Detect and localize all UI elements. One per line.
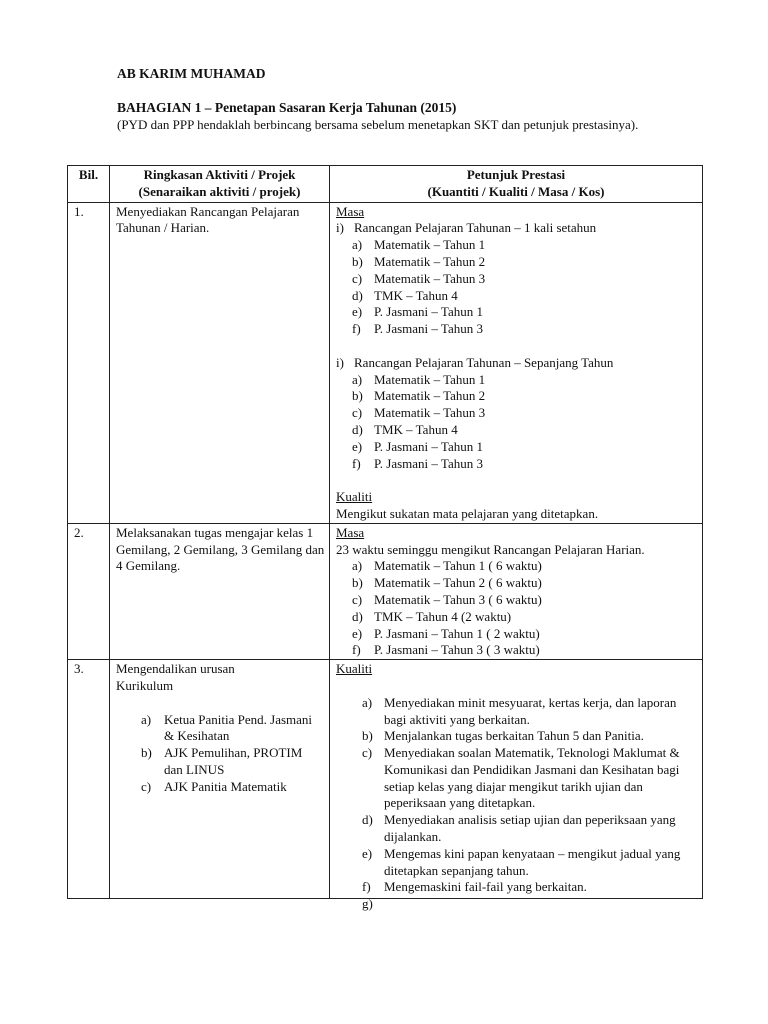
- list-item: c) AJK Panitia Matematik: [141, 778, 287, 794]
- list-item: c) Menyediakan soalan Matematik, Teknologi Maklumat & Komunikasi dan Pendidikan Jasmani dan Kesihatan bagi setiap kelas yang diajar mengikut tarikh ujian dan peperiksaan yang ditetapkan.: [362, 745, 680, 811]
- row-indicator: [330, 660, 703, 912]
- list-item: c) Matematik – Tahun 3: [352, 270, 486, 286]
- row-indicator: [330, 202, 703, 523]
- section-header: [117, 100, 657, 134]
- kualiti-label: Kualiti: [336, 661, 373, 677]
- list-item: d) TMK – Tahun 4 (2 waktu): [352, 608, 512, 624]
- masa-label: Masa: [336, 203, 365, 219]
- list-item: a) Matematik – Tahun 1: [352, 371, 486, 387]
- masa-text: 23 waktu seminggu mengikut Rancangan Pelajaran Harian.: [336, 541, 645, 557]
- row-activity: Melaksanakan tugas mengajar kelas 1 Gemilang, 2 Gemilang, 3 Gemilang dan 4 Gemilang.: [110, 523, 330, 659]
- row-number: 3.: [68, 660, 110, 899]
- list-item: c) Matematik – Tahun 3: [352, 405, 486, 421]
- row-number: 1.: [68, 202, 110, 523]
- kualiti-items: a) Menyediakan minit mesyuarat, kertas kerja, dan laporan bagi aktiviti yang berkaitan. b) Menjalankan tugas berkaitan Tahun 5 dan Panitia. c) Menyediakan soalan Matematik, Teknologi Maklumat & Komunikasi dan Pendidikan Jasmani dan Kesihatan bagi setiap kelas yang diajar mengikut tarikh ujian dan peperiksaan yang ditetapkan. d) Menyediakan analisis setiap ujian dan peperiksaan yang dijalankan. e) Mengemas kini papan kenyataan – mengikut jadual yang ditetapkan sepanjang tahun. f) Mengemaskini fail-fail yang berkaitan. g): [336, 695, 698, 897]
- table-header-row: [68, 166, 703, 203]
- masa-label: Masa: [336, 524, 365, 540]
- table-row: [68, 523, 703, 659]
- list-item: a) Matematik – Tahun 1 ( 6 waktu): [352, 558, 542, 574]
- list-item: e) P. Jasmani – Tahun 1: [352, 438, 483, 454]
- group-items: [336, 237, 698, 338]
- row-activity: Mengendalikan urusan Kurikulum a) Ketua Panitia Pend. Jasmani & Kesihatan b) AJK Pemulihan, PROTIM dan LINUS c) AJK Panitia Matematik: [110, 660, 330, 899]
- person-name: AB KARIM MUHAMAD: [117, 66, 266, 81]
- table-row: [68, 202, 703, 523]
- list-item: d) TMK – Tahun 4: [352, 421, 458, 437]
- list-item: e) P. Jasmani – Tahun 1 ( 2 waktu): [352, 625, 540, 641]
- row-indicator: [330, 523, 703, 659]
- header-indicator: Petunjuk Prestasi (Kuantiti / Kualiti / Masa / Kos): [330, 166, 703, 203]
- list-item: a) Matematik – Tahun 1: [352, 237, 486, 253]
- activity-items: [116, 712, 325, 796]
- group-items: [336, 558, 698, 659]
- section-note: (PYD dan PPP hendaklah berbincang bersama sebelum menetapkan SKT dan petunjuk prestasinya).: [117, 116, 639, 132]
- group-title: i) Rancangan Pelajaran Tahunan – 1 kali setahun: [336, 220, 597, 236]
- group-items: [336, 372, 698, 473]
- list-item: b) Matematik – Tahun 2: [352, 253, 486, 269]
- list-item: f) Mengemaskini fail-fail yang berkaitan.: [362, 879, 587, 895]
- list-item: f) P. Jasmani – Tahun 3 ( 3 waktu): [352, 642, 540, 658]
- section-title: BAHAGIAN 1 – Penetapan Sasaran Kerja Tahunan (2015): [117, 100, 457, 115]
- skt-table: [67, 165, 703, 912]
- header-bil: Bil.: [68, 166, 110, 203]
- list-item: b) Matematik – Tahun 2: [352, 388, 486, 404]
- list-item: b) Matematik – Tahun 2 ( 6 waktu): [352, 575, 542, 591]
- kualiti-label: Kualiti: [336, 489, 373, 505]
- list-item: a) Ketua Panitia Pend. Jasmani & Kesihatan: [141, 711, 313, 744]
- list-item: f) P. Jasmani – Tahun 3: [352, 455, 483, 471]
- row-activity: Menyediakan Rancangan Pelajaran Tahunan / Harian.: [110, 202, 330, 523]
- list-item: f) P. Jasmani – Tahun 3: [352, 321, 483, 337]
- table-row: [68, 660, 703, 899]
- list-item: d) TMK – Tahun 4: [352, 287, 458, 303]
- kualiti-text: Mengikut sukatan mata pelajaran yang ditetapkan.: [336, 505, 599, 521]
- list-item: b) Menjalankan tugas berkaitan Tahun 5 dan Panitia.: [362, 728, 644, 744]
- row-number: 2.: [68, 523, 110, 659]
- list-item: e) Mengemas kini papan kenyataan – mengikut jadual yang ditetapkan sepanjang tahun.: [362, 845, 681, 878]
- list-item: a) Menyediakan minit mesyuarat, kertas kerja, dan laporan bagi aktiviti yang berkaitan.: [362, 694, 677, 727]
- list-item: c) Matematik – Tahun 3 ( 6 waktu): [352, 591, 542, 607]
- group-title: i) Rancangan Pelajaran Tahunan – Sepanjang Tahun: [336, 354, 614, 370]
- list-item: e) P. Jasmani – Tahun 1: [352, 304, 483, 320]
- header-activity: Ringkasan Aktiviti / Projek (Senaraikan aktiviti / projek): [110, 166, 330, 203]
- list-item: b) AJK Pemulihan, PROTIM dan LINUS: [141, 745, 303, 777]
- list-item: d) Menyediakan analisis setiap ujian dan peperiksaan yang dijalankan.: [362, 812, 676, 845]
